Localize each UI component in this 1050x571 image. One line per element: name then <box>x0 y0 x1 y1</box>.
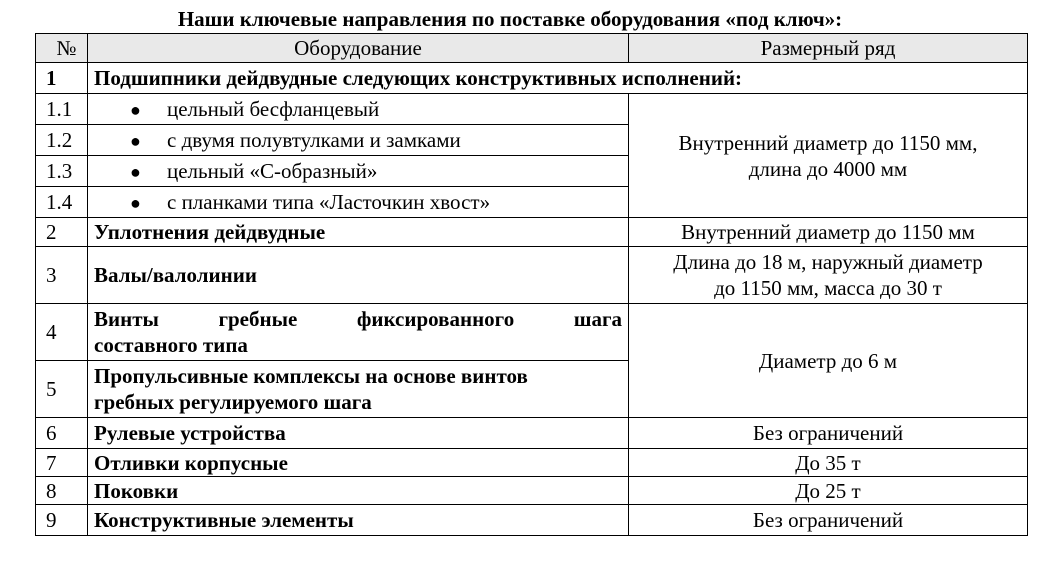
row-equipment: Уплотнения дейдвудные <box>88 218 629 247</box>
header-num: № <box>36 34 88 63</box>
row-size-line1: Длина до 18 м, наружный диаметр <box>673 250 983 274</box>
row-equipment: Подшипники дейдвудные следующих конструктивных исполнений: <box>88 63 1028 94</box>
bearings-size-line2: длина до 4000 мм <box>748 156 908 181</box>
row-equipment: Поковки <box>88 477 629 505</box>
propellers-size-cell: Диаметр до 6 м <box>629 304 1028 418</box>
row-equipment-line1: Пропульсивные комплексы на основе винтов <box>94 364 528 388</box>
row-equipment: Рулевые устройства <box>88 418 629 449</box>
row-num: 8 <box>36 477 88 505</box>
bullet-text: с планками типа «Ласточкин хвост» <box>167 189 491 214</box>
table-row <box>36 63 1028 94</box>
row-equipment <box>88 94 629 125</box>
row-num: 1 <box>36 63 88 94</box>
table-row <box>36 304 1028 361</box>
row-num: 1.3 <box>36 156 88 187</box>
bullet-dot-icon: ● <box>130 130 141 151</box>
table-header-row <box>36 34 1028 63</box>
bullet-dot-icon: ● <box>130 99 141 120</box>
table-row <box>36 218 1028 247</box>
row-size-line2: до 1150 мм, масса до 30 т <box>714 276 942 300</box>
table-row <box>36 449 1028 477</box>
equipment-table <box>35 33 1028 536</box>
row-num: 1.2 <box>36 125 88 156</box>
row-equipment-line2: гребных регулируемого шага <box>94 390 372 414</box>
row-num: 1.1 <box>36 94 88 125</box>
row-size: Без ограничений <box>629 505 1028 536</box>
bullet-text: с двумя полувтулками и замками <box>167 127 461 152</box>
row-equipment: Валы/валолинии <box>88 247 629 304</box>
row-size: Внутренний диаметр до 1150 мм <box>629 218 1028 247</box>
row-equipment: Отливки корпусные <box>88 449 629 477</box>
bullet-text: цельный бесфланцевый <box>167 96 380 121</box>
row-num: 2 <box>36 218 88 247</box>
row-num: 7 <box>36 449 88 477</box>
table-row <box>36 247 1028 304</box>
table-row <box>36 418 1028 449</box>
row-num: 3 <box>36 247 88 304</box>
header-size: Размерный ряд <box>629 34 1028 63</box>
row-num: 5 <box>36 361 88 418</box>
row-num: 1.4 <box>36 187 88 218</box>
row-size: До 35 т <box>629 449 1028 477</box>
row-size: До 25 т <box>629 477 1028 505</box>
row-equipment <box>88 361 629 418</box>
row-size: Без ограничений <box>629 418 1028 449</box>
row-equipment <box>88 156 629 187</box>
row-num: 6 <box>36 418 88 449</box>
header-equipment: Оборудование <box>88 34 629 63</box>
row-equipment-line2: составного типа <box>94 333 248 357</box>
table-row <box>36 505 1028 536</box>
row-num: 4 <box>36 304 88 361</box>
bearings-size-line1: Внутренний диаметр до 1150 мм, <box>678 130 978 155</box>
table-row <box>36 477 1028 505</box>
row-num: 9 <box>36 505 88 536</box>
page-title: Наши ключевые направления по поставке оборудования «под ключ»: <box>177 7 843 31</box>
bullet-dot-icon: ● <box>130 192 141 213</box>
bullet-text: цельный «С-образный» <box>167 158 378 183</box>
row-equipment: Конструктивные элементы <box>88 505 629 536</box>
row-equipment <box>88 304 629 361</box>
bearings-size-cell <box>629 94 1028 218</box>
bullet-dot-icon: ● <box>130 161 141 182</box>
row-size <box>629 247 1028 304</box>
table-row <box>36 94 1028 125</box>
row-equipment <box>88 125 629 156</box>
row-equipment-line1: Винты гребные фиксированного шага <box>94 307 622 331</box>
row-equipment <box>88 187 629 218</box>
